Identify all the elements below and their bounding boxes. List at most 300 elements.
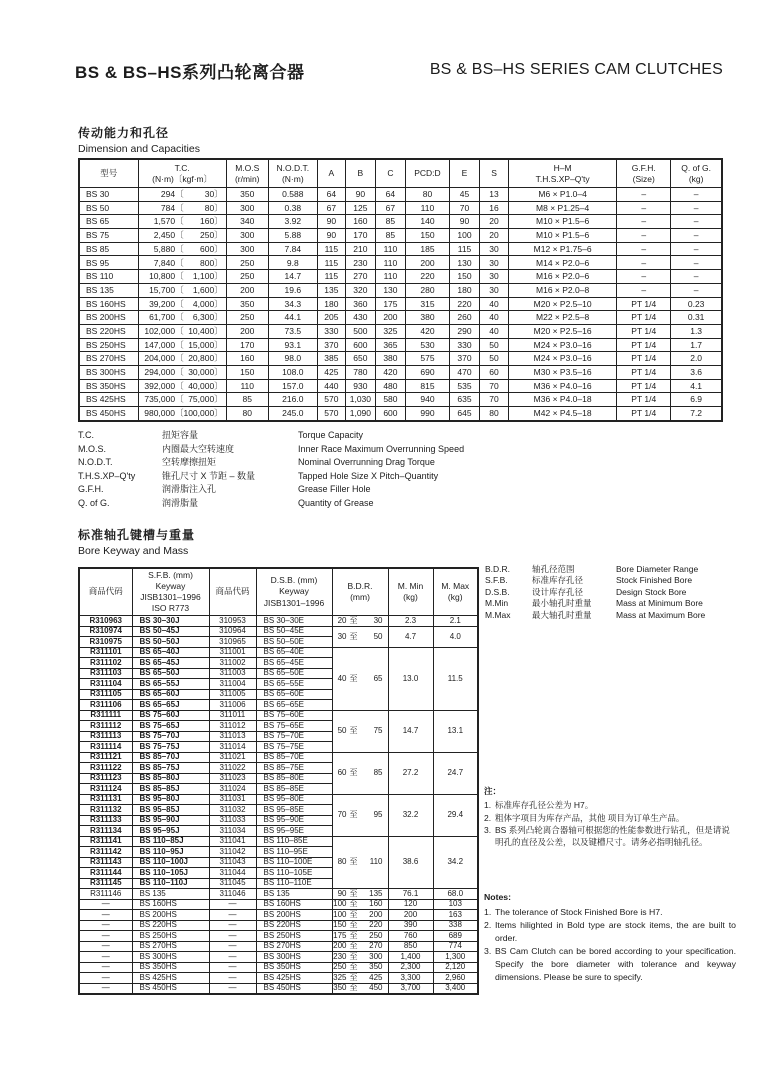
column-header-line: Keyway bbox=[279, 586, 309, 597]
cell-gfh: PT 1/4 bbox=[617, 379, 671, 393]
cell-a: 330 bbox=[317, 324, 345, 338]
cell-q-of-g: – bbox=[671, 188, 722, 202]
column-header-5 bbox=[388, 568, 433, 616]
section-bore-title-cn: 标准轴孔键槽与重量 bbox=[78, 528, 196, 542]
bdr-max: 160 bbox=[369, 899, 383, 909]
cell-model: BS 425HS bbox=[79, 393, 138, 407]
cell-bdr bbox=[332, 626, 388, 647]
column-header-line: (r/min) bbox=[234, 173, 260, 184]
cell-mass-max: 11.5 bbox=[433, 647, 478, 710]
cell-product-code-sfb: R311105 bbox=[79, 689, 132, 700]
cell-product-code-dsb: — bbox=[209, 973, 256, 984]
legend-chinese: 标准库存孔径 bbox=[532, 575, 584, 586]
cell-a: 180 bbox=[317, 297, 345, 311]
cell-a: 425 bbox=[317, 365, 345, 379]
cell-e: 100 bbox=[449, 229, 479, 243]
column-header-line: JISB1301–1996 bbox=[140, 592, 201, 602]
cell-model: BS 95 bbox=[79, 256, 138, 270]
cell-mass-min: 3,700 bbox=[388, 983, 433, 994]
cell-mass-max: 689 bbox=[433, 931, 478, 942]
cell-mass-max: 2,960 bbox=[433, 973, 478, 984]
column-header-9 bbox=[480, 159, 509, 188]
bdr-max: 300 bbox=[369, 951, 383, 961]
cell-model: BS 270HS bbox=[79, 352, 138, 366]
cell-q-of-g: – bbox=[671, 201, 722, 215]
dimension-table-body bbox=[79, 188, 722, 421]
legend-abbr: Q. of G. bbox=[78, 497, 110, 508]
cell-product-code-sfb: R310975 bbox=[79, 637, 132, 648]
cell-nodt: 5.88 bbox=[268, 229, 317, 243]
cell-bdr bbox=[332, 794, 388, 836]
table-row bbox=[79, 752, 478, 763]
cell-tc bbox=[138, 270, 226, 284]
bdr-max: 65 bbox=[373, 673, 383, 683]
cell-product-code-sfb: R311101 bbox=[79, 647, 132, 658]
table-row bbox=[79, 270, 722, 284]
cell-a: 370 bbox=[317, 338, 345, 352]
cell-mass-min: 390 bbox=[388, 920, 433, 931]
legend-chinese: 设计库存孔径 bbox=[532, 586, 584, 597]
cell-product-code-sfb: R311121 bbox=[79, 752, 132, 763]
cell-nodt: 245.0 bbox=[268, 407, 317, 421]
cell-model-dsb: BS 85–70E bbox=[256, 752, 332, 763]
cell-product-code-dsb: 311045 bbox=[209, 878, 256, 889]
cell-q-of-g: – bbox=[671, 215, 722, 229]
legend-abbr: M.Min bbox=[485, 598, 509, 609]
cell-model-sfb: BS 95–90J bbox=[132, 815, 209, 826]
tc-nm: 15,700〔 bbox=[149, 284, 184, 295]
cell-mos: 80 bbox=[226, 407, 268, 421]
cell-c: 85 bbox=[375, 215, 405, 229]
tc-value bbox=[139, 395, 226, 404]
cell-model-sfb: BS 50–45J bbox=[132, 626, 209, 637]
cell-model-dsb: BS 65–40E bbox=[256, 647, 332, 658]
cell-e: 70 bbox=[449, 201, 479, 215]
tc-value bbox=[139, 245, 226, 254]
bdr-range bbox=[333, 811, 388, 819]
cell-product-code-dsb: 311031 bbox=[209, 794, 256, 805]
column-header-line: Q. of G. bbox=[681, 162, 712, 173]
cell-tc bbox=[138, 379, 226, 393]
bore-table-header bbox=[79, 568, 478, 616]
cell-tc bbox=[138, 393, 226, 407]
cell-product-code-sfb: — bbox=[79, 983, 132, 994]
cell-c: 67 bbox=[375, 201, 405, 215]
bdr-max: 220 bbox=[369, 920, 383, 930]
column-header-line: M. Min bbox=[397, 580, 424, 591]
bdr-min: 20 bbox=[337, 615, 347, 625]
cell-model: BS 85 bbox=[79, 242, 138, 256]
cell-tc bbox=[138, 311, 226, 325]
note-number: 3. bbox=[484, 946, 492, 956]
tc-kgfm: 1,600〕 bbox=[192, 284, 223, 295]
column-header-line: T.H.S.XP–Q'ty bbox=[535, 173, 590, 184]
cell-model-dsb: BS 85–85E bbox=[256, 784, 332, 795]
column-header-0 bbox=[79, 568, 132, 616]
cell-mos: 200 bbox=[226, 283, 268, 297]
tc-kgfm: 160〕 bbox=[200, 216, 223, 227]
bdr-max: 350 bbox=[369, 962, 383, 972]
notes-english bbox=[484, 891, 736, 984]
tc-kgfm: 6,300〕 bbox=[192, 312, 223, 323]
bdr-max: 200 bbox=[369, 909, 383, 919]
cell-model-dsb: BS 95–90E bbox=[256, 815, 332, 826]
table-row bbox=[79, 229, 722, 243]
cell-model: BS 300HS bbox=[79, 365, 138, 379]
cell-pcd-d: 530 bbox=[405, 338, 449, 352]
legend-dimension-row bbox=[78, 470, 464, 484]
cell-c: 480 bbox=[375, 379, 405, 393]
cell-nodt: 157.0 bbox=[268, 379, 317, 393]
cell-mass-max: 29.4 bbox=[433, 794, 478, 836]
cell-gfh: PT 1/4 bbox=[617, 338, 671, 352]
bdr-min: 30 bbox=[337, 631, 347, 641]
legend-chinese: 内圈最大空转速度 bbox=[162, 443, 235, 454]
cell-pcd-d: 420 bbox=[405, 324, 449, 338]
tc-value bbox=[139, 368, 226, 377]
cell-h-m: M30 × P3.5–16 bbox=[509, 365, 617, 379]
legend-dimension-row bbox=[78, 497, 464, 511]
tc-kgfm: 40,000〕 bbox=[188, 380, 223, 391]
cell-a: 115 bbox=[317, 242, 345, 256]
cell-product-code-dsb: 311041 bbox=[209, 836, 256, 847]
bdr-to: 至 bbox=[349, 726, 358, 735]
cell-bdr bbox=[332, 710, 388, 752]
cell-pcd-d: 140 bbox=[405, 215, 449, 229]
bdr-to: 至 bbox=[349, 920, 358, 930]
column-header-line: T.C. bbox=[174, 162, 190, 173]
tc-kgfm: 30〕 bbox=[204, 189, 223, 200]
cell-e: 290 bbox=[449, 324, 479, 338]
note-item bbox=[484, 906, 736, 919]
table-row bbox=[79, 256, 722, 270]
cell-model-sfb: BS 160HS bbox=[132, 899, 209, 910]
cell-tc bbox=[138, 338, 226, 352]
cell-model-sfb: BS 110–95J bbox=[132, 847, 209, 858]
table-row bbox=[79, 215, 722, 229]
column-header-2 bbox=[226, 159, 268, 188]
cell-model-dsb: BS 65–60E bbox=[256, 689, 332, 700]
cell-pcd-d: 185 bbox=[405, 242, 449, 256]
cell-tc bbox=[138, 407, 226, 421]
legend-english: Bore Diameter Range bbox=[616, 564, 699, 574]
note-number: 1. bbox=[484, 800, 492, 811]
cell-c: 64 bbox=[375, 188, 405, 202]
cell-model-sfb: BS 110–105J bbox=[132, 868, 209, 879]
table-row bbox=[79, 910, 478, 921]
cell-mass-min: 76.1 bbox=[388, 889, 433, 900]
column-header-0 bbox=[79, 159, 138, 188]
legend-english: Mass at Minimum Bore bbox=[616, 598, 703, 609]
cell-h-m: M20 × P2.5–16 bbox=[509, 324, 617, 338]
cell-model: BS 135 bbox=[79, 283, 138, 297]
table-row bbox=[79, 626, 478, 637]
cell-product-code-sfb: — bbox=[79, 952, 132, 963]
cell-mass-max: 4.0 bbox=[433, 626, 478, 647]
cell-model-dsb: BS 250HS bbox=[256, 931, 332, 942]
column-header-line: 商品代码 bbox=[215, 586, 250, 597]
cell-product-code-sfb: R311131 bbox=[79, 794, 132, 805]
legend-english: Inner Race Maximum Overrunning Speed bbox=[298, 443, 465, 454]
cell-nodt: 34.3 bbox=[268, 297, 317, 311]
cell-pcd-d: 110 bbox=[405, 201, 449, 215]
header-row bbox=[79, 568, 478, 616]
cell-c: 420 bbox=[375, 365, 405, 379]
cell-model-dsb: BS 450HS bbox=[256, 983, 332, 994]
bdr-max: 135 bbox=[369, 888, 383, 898]
cell-mass-min: 1,400 bbox=[388, 952, 433, 963]
legend-abbr: N.O.D.T. bbox=[78, 457, 113, 468]
cell-product-code-dsb: 311002 bbox=[209, 658, 256, 669]
tc-nm: 735,000〔 bbox=[144, 394, 184, 405]
cell-h-m: M8 × P1.25–4 bbox=[509, 201, 617, 215]
cell-nodt: 9.8 bbox=[268, 256, 317, 270]
cell-model-dsb: BS 425HS bbox=[256, 973, 332, 984]
cell-product-code-dsb: 311006 bbox=[209, 700, 256, 711]
note-item bbox=[484, 919, 736, 945]
tc-value bbox=[139, 313, 226, 322]
cell-product-code-dsb: 311046 bbox=[209, 889, 256, 900]
cell-a: 135 bbox=[317, 283, 345, 297]
note-text: BS Cam Clutch can be bored according to your specification. Specify the bore diameter with tolerance and keyway dimensions. Please be sure to specify. bbox=[495, 946, 736, 982]
cell-gfh: – bbox=[617, 201, 671, 215]
note-text: BS 系列凸轮离合器轴可根据您的性能参数进行钻孔，但是请说明孔的直径及公差，以及键槽尺寸。请务必指明轴孔径。 bbox=[495, 824, 730, 848]
cell-bdr bbox=[332, 983, 388, 994]
cell-model-sfb: BS 85–75J bbox=[132, 763, 209, 774]
cell-model-sfb: BS 135 bbox=[132, 889, 209, 900]
cell-bdr bbox=[332, 752, 388, 794]
cell-s: 30 bbox=[480, 242, 509, 256]
cell-s: 70 bbox=[480, 393, 509, 407]
bdr-min: 350 bbox=[333, 983, 347, 993]
cell-gfh: – bbox=[617, 242, 671, 256]
bdr-max: 95 bbox=[373, 810, 383, 819]
cell-model-sfb: BS 65–45J bbox=[132, 658, 209, 669]
column-header-2 bbox=[209, 568, 256, 616]
cell-model-dsb: BS 95–85E bbox=[256, 805, 332, 816]
cell-product-code-dsb: — bbox=[209, 910, 256, 921]
note-item bbox=[484, 799, 736, 811]
header-row bbox=[79, 159, 722, 188]
cell-h-m: M16 × P2.0–8 bbox=[509, 283, 617, 297]
cell-model: BS 450HS bbox=[79, 407, 138, 421]
cell-bdr bbox=[332, 616, 388, 627]
cell-model-sfb: BS 425HS bbox=[132, 973, 209, 984]
cell-model: BS 350HS bbox=[79, 379, 138, 393]
legend-chinese: 轴孔径范围 bbox=[532, 564, 575, 574]
column-header-5 bbox=[345, 159, 375, 188]
legend-bore-row bbox=[485, 598, 705, 609]
legend-english: Design Stock Bore bbox=[616, 586, 687, 597]
bdr-max: 75 bbox=[373, 726, 383, 735]
bdr-to: 至 bbox=[349, 962, 358, 972]
cell-mass-max: 34.2 bbox=[433, 836, 478, 889]
cell-model-dsb: BS 75–65E bbox=[256, 721, 332, 732]
column-header-line: (mm) bbox=[350, 592, 370, 602]
cell-gfh: – bbox=[617, 256, 671, 270]
bdr-to: 至 bbox=[349, 972, 358, 982]
cell-product-code-sfb: R311132 bbox=[79, 805, 132, 816]
cell-model-sfb: BS 75–60J bbox=[132, 710, 209, 721]
cell-s: 40 bbox=[480, 311, 509, 325]
column-header-line: JISB1301–1996 bbox=[263, 597, 325, 608]
cell-b: 320 bbox=[345, 283, 375, 297]
tc-value bbox=[139, 217, 226, 226]
cell-pcd-d: 940 bbox=[405, 393, 449, 407]
cell-pcd-d: 80 bbox=[405, 188, 449, 202]
table-row bbox=[79, 952, 478, 963]
bdr-max: 450 bbox=[369, 983, 383, 993]
table-row bbox=[79, 283, 722, 297]
cell-mos: 85 bbox=[226, 393, 268, 407]
bdr-range bbox=[333, 769, 388, 777]
cell-model-sfb: BS 65–60J bbox=[132, 689, 209, 700]
cell-product-code-sfb: R311146 bbox=[79, 889, 132, 900]
bdr-range bbox=[333, 675, 388, 683]
legend-english: Torque Capacity bbox=[298, 430, 364, 440]
cell-model-dsb: BS 95–80E bbox=[256, 794, 332, 805]
column-header-line: C bbox=[387, 168, 394, 179]
cell-product-code-sfb: — bbox=[79, 899, 132, 910]
column-header-line: E bbox=[461, 168, 468, 179]
cell-e: 45 bbox=[449, 188, 479, 202]
cell-model-dsb: BS 300HS bbox=[256, 952, 332, 963]
tc-value bbox=[139, 341, 226, 350]
abbreviation-legend-dimension bbox=[78, 429, 464, 511]
dimension-capacities-table bbox=[78, 158, 723, 422]
column-header-line: Keyway bbox=[155, 580, 186, 591]
cell-model-sfb: BS 200HS bbox=[132, 910, 209, 921]
bdr-range bbox=[333, 727, 388, 735]
cell-nodt: 0.38 bbox=[268, 201, 317, 215]
cell-model-dsb: BS 110–95E bbox=[256, 847, 332, 858]
cell-mass-min: 13.0 bbox=[388, 647, 433, 710]
legend-dimension-row bbox=[78, 443, 464, 457]
table-row bbox=[79, 297, 722, 311]
table-row bbox=[79, 710, 478, 721]
note-item bbox=[484, 824, 736, 849]
page-title-cn: BS & BS–HS系列凸轮离合器 bbox=[75, 63, 305, 82]
cell-b: 270 bbox=[345, 270, 375, 284]
tc-value bbox=[139, 272, 226, 281]
legend-abbr: T.H.S.XP–Q'ty bbox=[78, 470, 136, 481]
cell-mass-max: 1,300 bbox=[433, 952, 478, 963]
cell-c: 110 bbox=[375, 270, 405, 284]
cell-q-of-g: – bbox=[671, 256, 722, 270]
cell-mass-max: 338 bbox=[433, 920, 478, 931]
cell-h-m: M36 × P4.0–18 bbox=[509, 393, 617, 407]
bdr-to: 至 bbox=[349, 768, 358, 777]
cell-gfh: PT 1/4 bbox=[617, 407, 671, 421]
tc-kgfm: 100,000〕 bbox=[183, 408, 223, 419]
cell-nodt: 73.5 bbox=[268, 324, 317, 338]
cell-q-of-g: – bbox=[671, 242, 722, 256]
bdr-to: 至 bbox=[349, 673, 358, 683]
bdr-range bbox=[333, 911, 388, 919]
cell-product-code-sfb: — bbox=[79, 962, 132, 973]
cell-mos: 250 bbox=[226, 270, 268, 284]
cell-b: 90 bbox=[345, 188, 375, 202]
column-header-line: B bbox=[357, 168, 364, 179]
cell-mass-min: 3,300 bbox=[388, 973, 433, 984]
tc-kgfm: 250〕 bbox=[200, 230, 223, 241]
bdr-range bbox=[333, 932, 388, 940]
cell-product-code-sfb: R311143 bbox=[79, 857, 132, 868]
bdr-range bbox=[333, 942, 388, 950]
bdr-min: 230 bbox=[333, 951, 347, 961]
cell-model-sfb: BS 300HS bbox=[132, 952, 209, 963]
cell-pcd-d: 990 bbox=[405, 407, 449, 421]
cell-model-sfb: BS 350HS bbox=[132, 962, 209, 973]
bdr-min: 150 bbox=[333, 920, 347, 930]
cell-c: 380 bbox=[375, 352, 405, 366]
cell-q-of-g: 0.31 bbox=[671, 311, 722, 325]
column-header-3 bbox=[256, 568, 332, 616]
cell-q-of-g: – bbox=[671, 283, 722, 297]
cell-model-sfb: BS 75–70J bbox=[132, 731, 209, 742]
cell-mos: 300 bbox=[226, 242, 268, 256]
cell-mass-max: 774 bbox=[433, 941, 478, 952]
legend-abbr: M.Max bbox=[485, 609, 511, 620]
cell-mos: 340 bbox=[226, 215, 268, 229]
tc-nm: 980,000〔 bbox=[144, 408, 184, 419]
cell-gfh: PT 1/4 bbox=[617, 311, 671, 325]
cell-product-code-sfb: R311133 bbox=[79, 815, 132, 826]
column-header-line: G.F.H. bbox=[631, 162, 656, 173]
cell-mos: 150 bbox=[226, 365, 268, 379]
column-header-3 bbox=[268, 159, 317, 188]
cell-tc bbox=[138, 256, 226, 270]
cell-gfh: – bbox=[617, 188, 671, 202]
column-header-line: 商品代码 bbox=[88, 586, 123, 597]
table-row bbox=[79, 201, 722, 215]
bdr-min: 90 bbox=[337, 888, 347, 898]
cell-a: 67 bbox=[317, 201, 345, 215]
cell-pcd-d: 280 bbox=[405, 283, 449, 297]
bdr-min: 60 bbox=[337, 768, 347, 777]
bdr-to: 至 bbox=[349, 930, 358, 940]
bdr-range bbox=[333, 963, 388, 971]
cell-model-sfb: BS 85–80J bbox=[132, 773, 209, 784]
cell-e: 645 bbox=[449, 407, 479, 421]
cell-e: 330 bbox=[449, 338, 479, 352]
table-row bbox=[79, 352, 722, 366]
cell-a: 570 bbox=[317, 393, 345, 407]
cell-model-sfb: BS 110–100J bbox=[132, 857, 209, 868]
cell-product-code-sfb: R311102 bbox=[79, 658, 132, 669]
cell-s: 13 bbox=[480, 188, 509, 202]
column-header-line: (Size) bbox=[632, 173, 655, 184]
tc-kgfm: 10,400〕 bbox=[188, 325, 223, 336]
cell-product-code-dsb: 311023 bbox=[209, 773, 256, 784]
cell-nodt: 98.0 bbox=[268, 352, 317, 366]
column-header-6 bbox=[433, 568, 478, 616]
cell-s: 30 bbox=[480, 283, 509, 297]
cell-product-code-dsb: 311042 bbox=[209, 847, 256, 858]
cell-model-dsb: BS 75–70E bbox=[256, 731, 332, 742]
cell-product-code-sfb: R311134 bbox=[79, 826, 132, 837]
column-header-line: (N·m)〔kgf·m〕 bbox=[152, 173, 213, 184]
column-header-line: M.O.S bbox=[235, 162, 260, 173]
table-row bbox=[79, 889, 478, 900]
cell-c: 365 bbox=[375, 338, 405, 352]
table-row bbox=[79, 324, 722, 338]
bdr-max: 110 bbox=[369, 857, 383, 867]
cell-q-of-g: 0.23 bbox=[671, 297, 722, 311]
table-row bbox=[79, 836, 478, 847]
cell-e: 535 bbox=[449, 379, 479, 393]
cell-s: 60 bbox=[480, 365, 509, 379]
